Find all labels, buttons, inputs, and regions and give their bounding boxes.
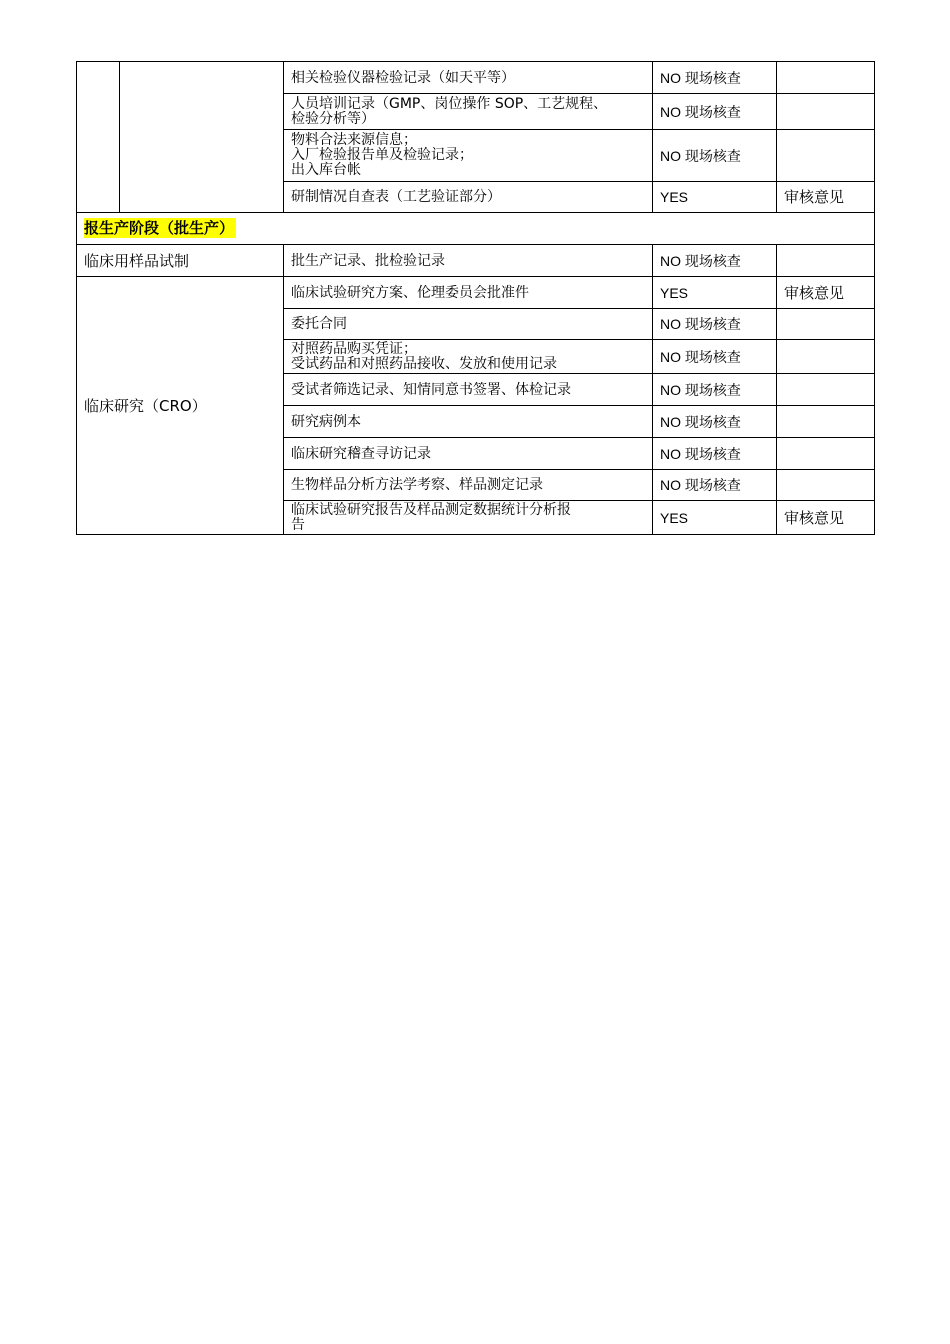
item-cell [284,94,653,130]
item-line: 对照药品购买凭证； [291,340,417,357]
blank-subphase-cell [120,62,284,213]
item-line: 出入库台帐 [291,162,361,178]
table-row [77,245,875,277]
item-cell [284,501,653,535]
item-cell: 临床试验研究方案、伦理委员会批准件 [284,277,653,309]
item-line: 告 [291,516,305,533]
section-header-cell [77,213,875,245]
flag-cell: NO 现场核查 [653,470,777,501]
table-row [77,62,875,94]
flag-cell: YES [653,501,777,535]
item-cell: 委托合同 [284,309,653,340]
note-cell: 审核意见 [777,182,875,213]
item-line: 物料合法来源信息； [291,132,417,148]
note-cell: 审核意见 [777,277,875,309]
note-cell [777,340,875,374]
item-line: 人员培训记录（GMP、岗位操作 SOP、工艺规程、 [291,95,608,112]
table-row [77,277,875,309]
item-line: 临床试验研究报告及样品测定数据统计分析报 [291,501,571,518]
note-cell [777,94,875,130]
flag-cell: NO 现场核查 [653,245,777,277]
item-cell [284,340,653,374]
item-cell: 临床研究稽查寻访记录 [284,438,653,470]
note-cell [777,438,875,470]
blank-phase-cell [77,62,120,213]
flag-cell: NO 现场核查 [653,130,777,182]
note-cell [777,130,875,182]
item-line: 受试药品和对照药品接收、发放和使用记录 [291,355,557,372]
item-line: 入厂检验报告单及检验记录； [291,147,473,163]
phase-cell: 临床研究（CRO） [77,277,284,535]
item-cell: 生物样品分析方法学考察、样品测定记录 [284,470,653,501]
note-cell: 审核意见 [777,501,875,535]
item-cell [284,130,653,182]
phase-cell: 临床用样品试制 [77,245,284,277]
item-cell: 受试者筛选记录、知情同意书签署、体检记录 [284,374,653,406]
flag-cell: NO 现场核查 [653,374,777,406]
note-cell [777,245,875,277]
note-cell [777,374,875,406]
note-cell [777,309,875,340]
item-line: 检验分析等） [291,110,375,127]
flag-cell: NO 现场核查 [653,94,777,130]
inspection-checklist-table [76,61,875,535]
flag-cell: NO 现场核查 [653,62,777,94]
item-cell: 研究病例本 [284,406,653,438]
note-cell [777,62,875,94]
flag-cell: YES [653,182,777,213]
flag-cell: NO 现场核查 [653,438,777,470]
flag-cell: YES [653,277,777,309]
note-cell [777,406,875,438]
section-row [77,213,875,245]
item-cell: 相关检验仪器检验记录（如天平等） [284,62,653,94]
flag-cell: NO 现场核查 [653,406,777,438]
flag-cell: NO 现场核查 [653,340,777,374]
flag-cell: NO 现场核查 [653,309,777,340]
item-cell: 批生产记录、批检验记录 [284,245,653,277]
item-cell: 研制情况自查表（工艺验证部分） [284,182,653,213]
note-cell [777,470,875,501]
section-title: 报生产阶段（批生产） [84,219,235,237]
